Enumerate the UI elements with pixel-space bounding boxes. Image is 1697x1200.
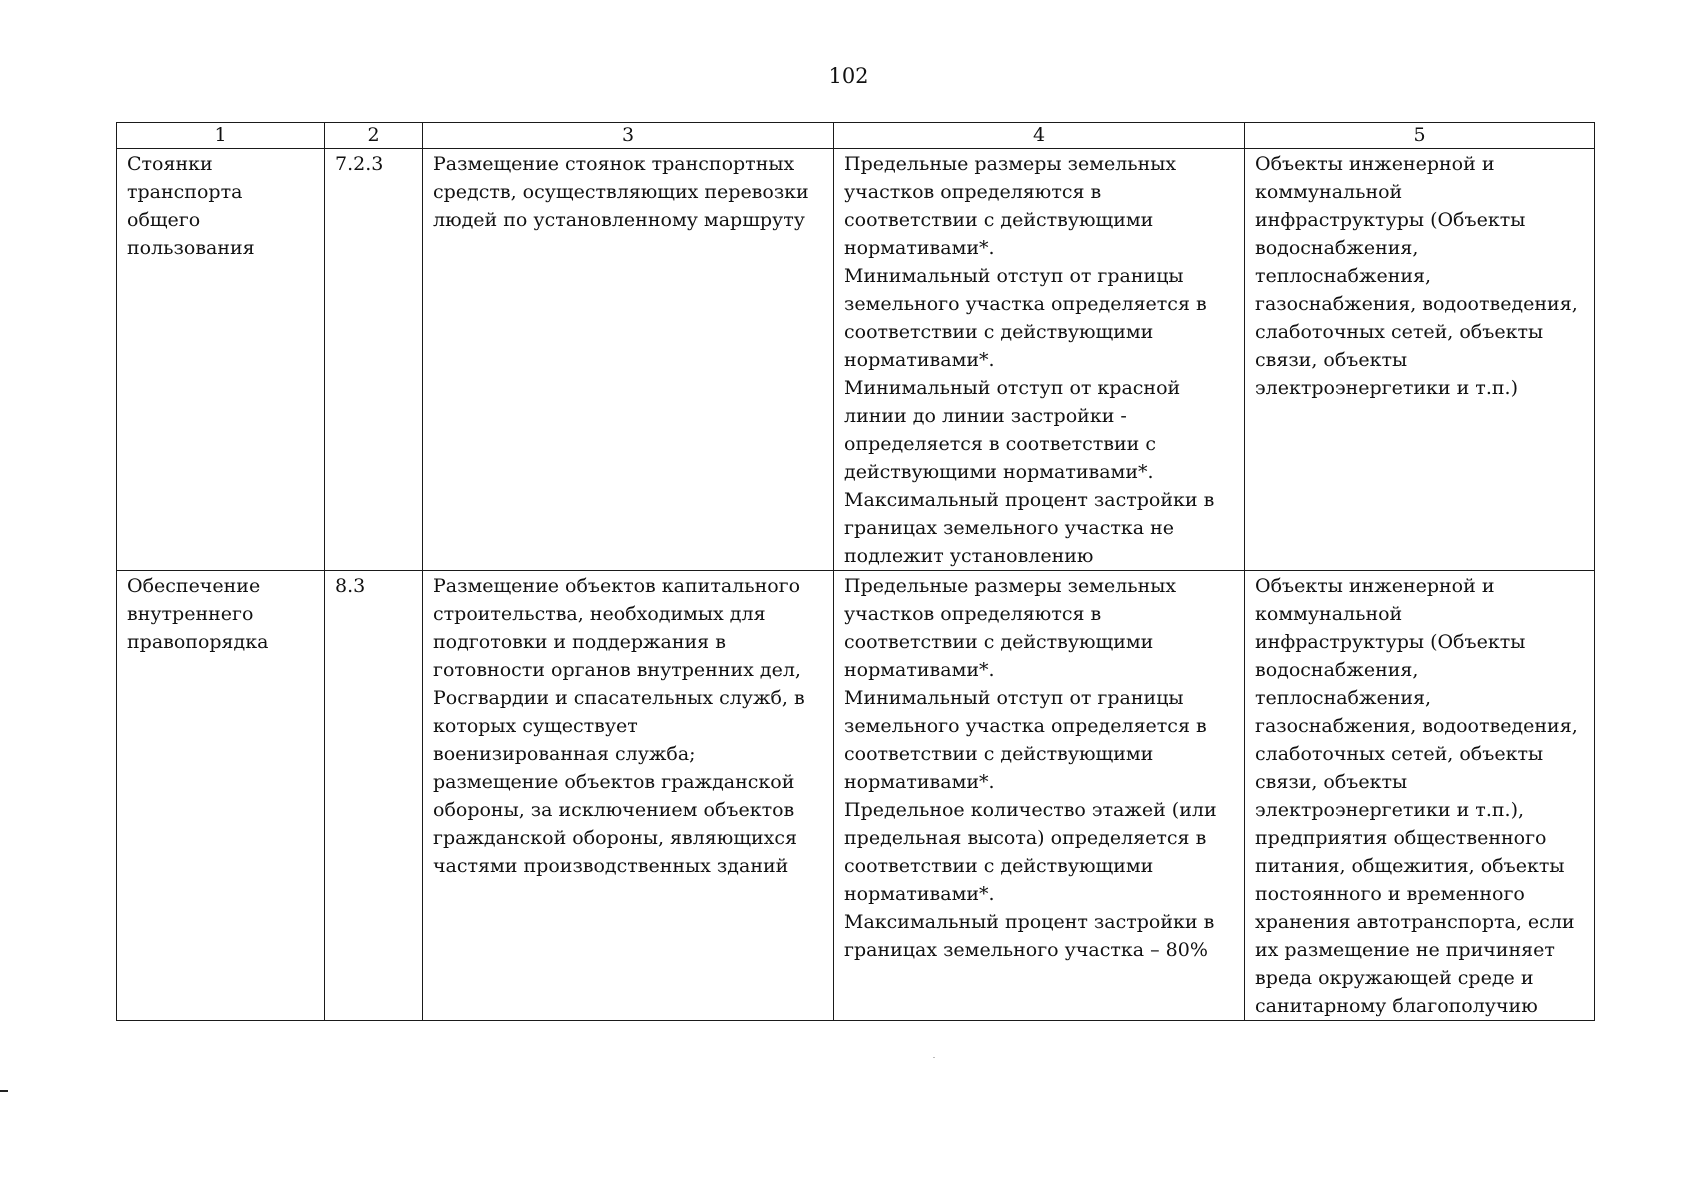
cell-text-line: Максимальный процент застройки в — [844, 911, 1215, 933]
cell-text-line: границах земельного участка – 80% — [844, 939, 1208, 961]
scan-speck — [933, 1057, 935, 1058]
cell-text-line: предельная высота) определяется в — [844, 827, 1207, 849]
cell-text-line: предприятия общественного — [1255, 827, 1547, 849]
cell-text-line: участков определяются в — [844, 603, 1102, 625]
cell-text-line: коммунальной — [1255, 181, 1403, 203]
column-header-3: 3 — [423, 123, 834, 149]
cell-text-line: связи, объекты — [1255, 771, 1408, 793]
cell-text-line: нормативами*. — [844, 883, 995, 905]
cell-text-line: санитарному благополучию — [1255, 995, 1538, 1017]
cell-text-line: правопорядка — [127, 631, 269, 653]
cell-text-line: которых существует — [433, 715, 638, 737]
building-parameters-cell — [834, 149, 1245, 571]
cell-text-line: соответствии с действующими — [844, 321, 1154, 343]
cell-text-line: средств, осуществляющих перевозки — [433, 181, 809, 203]
cell-text-line: военизированная служба; — [433, 743, 696, 765]
cell-text-line: Минимальный отступ от красной — [844, 377, 1181, 399]
cell-text-line: Минимальный отступ от границы — [844, 265, 1184, 287]
cell-text-line: границах земельного участка не — [844, 517, 1175, 539]
cell-text-line: связи, объекты — [1255, 349, 1408, 371]
use-type-name-cell — [117, 571, 325, 1021]
cell-text-line: частями производственных зданий — [433, 855, 789, 877]
cell-text-line: нормативами*. — [844, 237, 995, 259]
building-parameters-cell — [834, 571, 1245, 1021]
cell-text-line: питания, общежития, объекты — [1255, 855, 1565, 877]
cell-text-line: вреда окружающей среде и — [1255, 967, 1534, 989]
cell-text-line: теплоснабжения, — [1255, 265, 1432, 287]
cell-text-line: Предельные размеры земельных — [844, 575, 1177, 597]
cell-text-line: слаботочных сетей, объекты — [1255, 743, 1544, 765]
margin-mark — [0, 1090, 8, 1092]
column-header-4: 4 — [834, 123, 1245, 149]
auxiliary-objects-cell — [1245, 571, 1595, 1021]
cell-text-line: хранения автотранспорта, если — [1255, 911, 1575, 933]
use-description-cell — [423, 571, 834, 1021]
cell-text-line: Размещение объектов капитального — [433, 575, 801, 597]
cell-text-line: газоснабжения, водоотведения, — [1255, 293, 1578, 315]
cell-text-line: водоснабжения, — [1255, 237, 1419, 259]
cell-text-line: инфраструктуры (Объекты — [1255, 209, 1526, 231]
cell-text-line: постоянного и временного — [1255, 883, 1525, 905]
cell-text-line: водоснабжения, — [1255, 659, 1419, 681]
cell-text-line: соответствии с действующими — [844, 743, 1154, 765]
cell-text-line: Максимальный процент застройки в — [844, 489, 1215, 511]
cell-text-line: подлежит установлению — [844, 545, 1094, 567]
cell-text-line: пользования — [127, 237, 255, 259]
cell-text-line: Размещение стоянок транспортных — [433, 153, 795, 175]
use-type-name-cell — [117, 149, 325, 571]
cell-text-line: нормативами*. — [844, 349, 995, 371]
cell-text-line: электроэнергетики и т.п.), — [1255, 799, 1525, 821]
cell-text-line: Предельное количество этажей (или — [844, 799, 1217, 821]
auxiliary-objects-cell — [1245, 149, 1595, 571]
land-use-table — [116, 122, 1595, 1021]
cell-text-line: газоснабжения, водоотведения, — [1255, 715, 1578, 737]
table-row — [117, 149, 1595, 571]
cell-text-line: участков определяются в — [844, 181, 1102, 203]
cell-text-line: теплоснабжения, — [1255, 687, 1432, 709]
cell-text-line: слаботочных сетей, объекты — [1255, 321, 1544, 343]
cell-text-line: обороны, за исключением объектов — [433, 799, 795, 821]
cell-text-line: соответствии с действующими — [844, 631, 1154, 653]
cell-text-line: Предельные размеры земельных — [844, 153, 1177, 175]
use-code-cell: 7.2.3 — [325, 149, 423, 571]
column-header-1: 1 — [117, 123, 325, 149]
use-code-cell: 8.3 — [325, 571, 423, 1021]
cell-text-line: действующими нормативами*. — [844, 461, 1154, 483]
cell-text-line: транспорта — [127, 181, 243, 203]
page-number: 102 — [828, 64, 869, 88]
cell-text-line: инфраструктуры (Объекты — [1255, 631, 1526, 653]
cell-text-line: готовности органов внутренних дел, — [433, 659, 801, 681]
cell-text-line: соответствии с действующими — [844, 209, 1154, 231]
cell-text-line: нормативами*. — [844, 771, 995, 793]
column-header-2: 2 — [325, 123, 423, 149]
cell-text-line: подготовки и поддержания в — [433, 631, 726, 653]
cell-text-line: Росгвардии и спасательных служб, в — [433, 687, 805, 709]
column-header-5: 5 — [1245, 123, 1595, 149]
cell-text-line: Стоянки — [127, 153, 213, 175]
cell-text-line: земельного участка определяется в — [844, 715, 1207, 737]
cell-text-line: размещение объектов гражданской — [433, 771, 795, 793]
cell-text-line: нормативами*. — [844, 659, 995, 681]
use-description-cell — [423, 149, 834, 571]
cell-text-line: соответствии с действующими — [844, 855, 1154, 877]
cell-text-line: людей по установленному маршруту — [433, 209, 805, 231]
cell-text-line: Объекты инженерной и — [1255, 575, 1495, 597]
cell-text-line: Минимальный отступ от границы — [844, 687, 1184, 709]
table-header — [117, 123, 1595, 149]
cell-text-line: гражданской обороны, являющихся — [433, 827, 798, 849]
cell-text-line: их размещение не причиняет — [1255, 939, 1555, 961]
table-row — [117, 571, 1595, 1021]
cell-text-line: внутреннего — [127, 603, 254, 625]
cell-text-line: Обеспечение — [127, 575, 261, 597]
header-row — [117, 123, 1595, 149]
cell-text-line: коммунальной — [1255, 603, 1403, 625]
table-body — [117, 149, 1595, 1021]
cell-text-line: электроэнергетики и т.п.) — [1255, 377, 1518, 399]
cell-text-line: строительства, необходимых для — [433, 603, 766, 625]
cell-text-line: линии до линии застройки - — [844, 405, 1127, 427]
cell-text-line: общего — [127, 209, 201, 231]
cell-text-line: земельного участка определяется в — [844, 293, 1207, 315]
cell-text-line: Объекты инженерной и — [1255, 153, 1495, 175]
cell-text-line: определяется в соответствии с — [844, 433, 1157, 455]
